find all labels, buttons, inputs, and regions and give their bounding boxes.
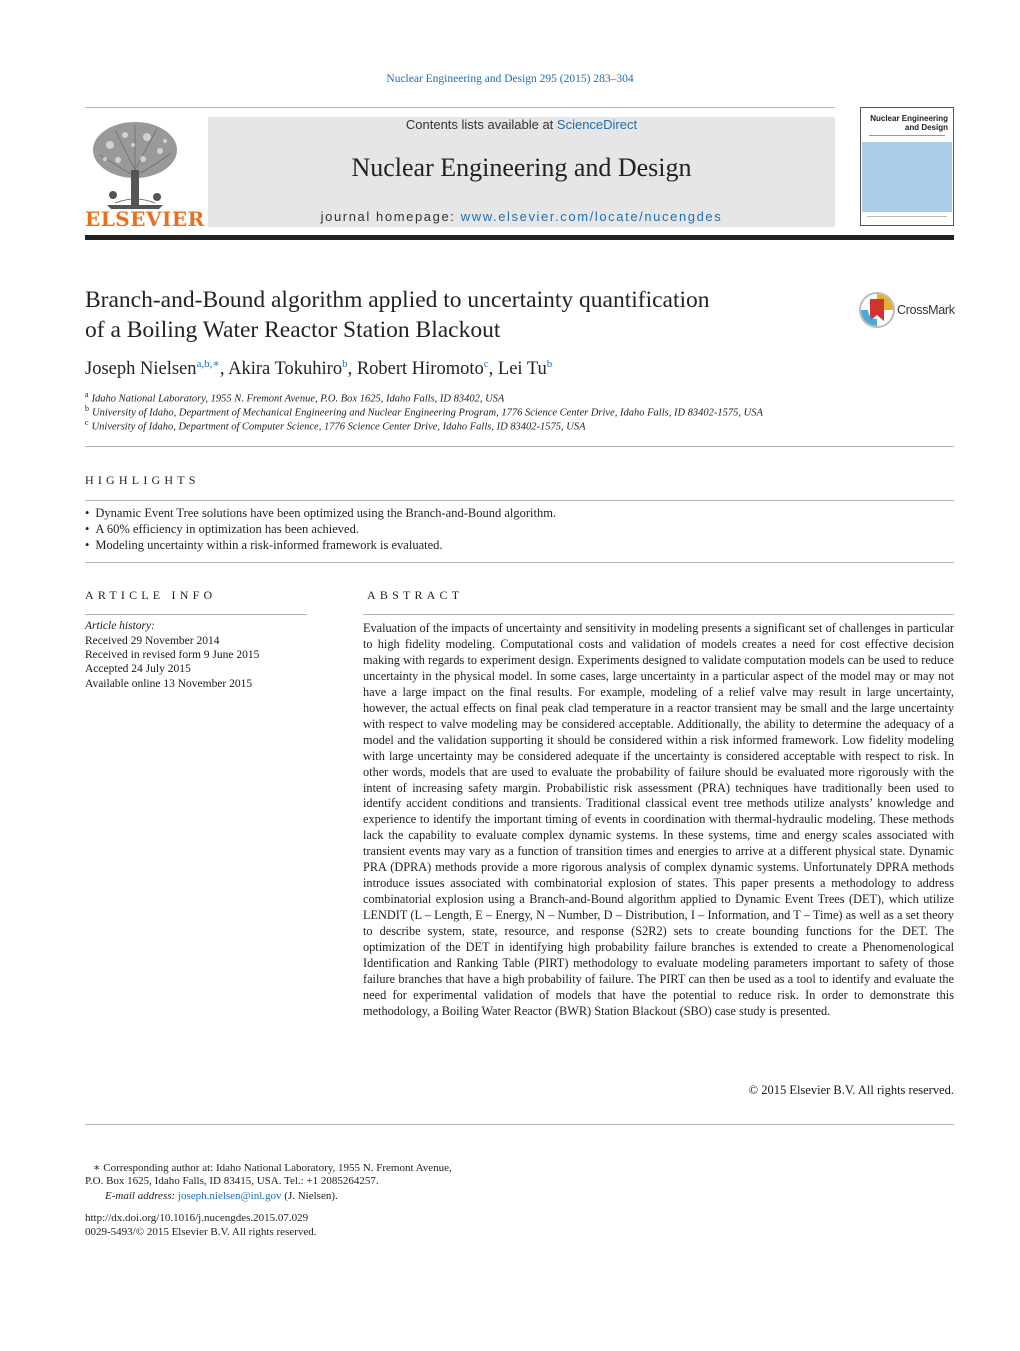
cover-image-panel: [862, 142, 952, 212]
article-title-line2: of a Boiling Water Reactor Station Blackout: [85, 317, 501, 343]
highlight-item: • Modeling uncertainty within a risk-informed framework is evaluated.: [85, 537, 954, 553]
author-affiliation-mark[interactable]: b: [342, 358, 348, 370]
author-name[interactable]: Joseph Nielsen: [85, 359, 197, 380]
abstract-divider: [363, 614, 954, 615]
author-affiliation-mark[interactable]: a,b,∗: [196, 358, 220, 370]
highlights-end-divider: [85, 562, 954, 563]
author-affiliation-mark[interactable]: b: [546, 358, 553, 370]
highlight-item: • Dynamic Event Tree solutions have been optimized using the Branch-and-Bound algorithm.: [85, 505, 954, 521]
affiliation-mark: b: [85, 404, 89, 413]
affiliation-a: [85, 390, 504, 405]
affiliation-c: [85, 418, 586, 433]
author-separator: ,: [488, 359, 498, 380]
abstract-heading: ABSTRACT: [367, 588, 464, 602]
affiliation-text: University of Idaho, Department of Computer Science, 1776 Science Center Drive, Idaho Falls, ID 83402-1575, USA: [91, 421, 586, 433]
journal-homepage-link[interactable]: www.elsevier.com/locate/nucengdes: [460, 209, 723, 224]
cover-divider: [869, 135, 945, 136]
journal-homepage-line: [208, 209, 835, 224]
email-link[interactable]: joseph.nielsen@inl.gov: [177, 1190, 282, 1202]
article-title: [85, 285, 825, 345]
highlights-heading: HIGHLIGHTS: [85, 473, 200, 487]
journal-masthead: [208, 117, 835, 227]
author-name[interactable]: Robert Hiromoto: [356, 359, 484, 380]
elsevier-wordmark: ELSEVIER: [85, 207, 205, 231]
masthead-rule: [85, 235, 954, 240]
author-list: [85, 357, 552, 380]
author-name[interactable]: Akira Tokuhiro: [228, 359, 343, 380]
crossmark-label[interactable]: CrossMark: [897, 303, 955, 317]
history-accepted: Accepted 24 July 2015: [85, 663, 191, 675]
crossmark-icon[interactable]: [858, 291, 896, 329]
highlights-divider: [85, 500, 954, 501]
footnote-divider: [85, 1124, 954, 1125]
cover-title-line1: Nuclear Engineering: [870, 114, 948, 123]
highlights-list: [85, 505, 954, 553]
cover-title-line2: and Design: [904, 123, 948, 132]
article-info-heading: ARTICLE INFO: [85, 588, 217, 602]
header-divider: [85, 107, 835, 108]
email-label: E-mail address:: [105, 1190, 178, 1202]
journal-name: Nuclear Engineering and Design: [351, 153, 692, 182]
doi-link[interactable]: http://dx.doi.org/10.1016/j.nucengdes.2015.07.029: [85, 1212, 309, 1224]
abstract-body: Evaluation of the impacts of uncertainty and sensitivity in modeling presents a significant set of challenges in particular to high fidelity modeling. Computational costs and validation of models creates a need for cost effective decision making with regards to experiment design. Experiments designed to validate computation models can be used to reduce uncertainty in the physical model. In some cases, large uncertainty in a particular aspect of the model may or may not have a large impact on the final results. For example, modeling of a relief valve may result in large uncertainty, however, the actual effects on final peak clad temperature in a reactor transient may be small and the large uncertainty with respect to valve modeling may be considered acceptable. Additionally, the ability to determine the adequacy of a model and the validation supporting it should be considered within a risk informed framework. Low fidelity modeling with large uncertainty may be considered adequate if the uncertainty is considered acceptable with respect to risk. In other words, models that are used to evaluate the probability of failure should be evaluated more rigorously with the intent of increasing safety margin. Probabilistic risk assessment (PRA) techniques have traditionally been used to identify accident conditions and transients. Traditional classical event tree methods utilize analysts’ knowledge and experience to identify the important timing of events in coordination with thermal-hydraulic modeling. These methods lack the capability to evaluate complex dynamic systems. In these systems, time and energy scales associated with transient events may vary as a function of transition times and energies to arrive at a different physical state. Dynamic PRA (DPRA) methods provide a more rigorous analysis of complex dynamic systems. Unfortunately DPRA methods introduce issues associated with combinatorial explosion of states. This paper presents a methodology to address combinatorial explosion using a Branch-and-Bound algorithm applied to Dynamic Event Trees (DET), which utilize LENDIT (L – Length, E – Energy, N – Number, D – Distribution, I – Information, and T – Time) as well as a set theory to describe system, state, resource, and response (S2R2) sets to create bounding functions for the DET. The optimization of the DET in identifying high probability failure branches is extended to create a Phenomenological Identification and Ranking Table (PIRT) methodology to evaluate modeling parameters important to safety of those failure branches that have a high probability of failure. The PIRT can then be used as a tool to identify and evaluate the need for experimental validation of models that have the potential to reduce risk. In order to demonstrate this methodology, a Boiling Water Reactor (BWR) Station Blackout (SBO) case study is presented.: [363, 621, 954, 1018]
article-title-line1: Branch-and-Bound algorithm applied to uncertainty quantification: [85, 287, 710, 313]
email-suffix: (J. Nielsen).: [281, 1190, 338, 1202]
history-online: Available online 13 November 2015: [85, 678, 253, 690]
affiliation-divider: [85, 446, 954, 447]
author-separator: ,: [347, 359, 357, 380]
affiliation-b: [85, 404, 763, 419]
issn-copyright: 0029-5493/© 2015 Elsevier B.V. All rights reserved.: [85, 1226, 317, 1238]
affiliation-mark: c: [85, 418, 89, 427]
contents-available-line: [208, 117, 835, 132]
cover-footer-line: [867, 216, 947, 217]
corresponding-author-note: ∗ Corresponding author at: Idaho National Laboratory, 1955 N. Fremont Avenue,: [93, 1162, 452, 1174]
author-name[interactable]: Lei Tu: [497, 359, 547, 380]
journal-cover-thumbnail[interactable]: [860, 107, 954, 226]
affiliation-text: University of Idaho, Department of Mechanical Engineering and Nuclear Engineering Program, 1776 Science Center Drive, Idaho Falls, ID 83402-1575, USA: [92, 407, 763, 419]
journal-citation[interactable]: Nuclear Engineering and Design 295 (2015) 283–304: [386, 73, 634, 85]
author-affiliation-mark[interactable]: c: [483, 358, 489, 370]
affiliation-text: Idaho National Laboratory, 1955 N. Fremont Avenue, P.O. Box 1625, Idaho Falls, ID 83402, USA: [91, 393, 505, 405]
article-info-divider: [85, 614, 307, 615]
abstract-copyright: © 2015 Elsevier B.V. All rights reserved.: [748, 1083, 954, 1097]
highlight-item: • A 60% efficiency in optimization has been achieved.: [85, 521, 954, 537]
author-separator: ,: [219, 359, 229, 380]
sciencedirect-link[interactable]: ScienceDirect: [556, 117, 638, 132]
history-received: Received 29 November 2014: [85, 635, 220, 647]
contents-prefix: Contents lists available at: [405, 117, 557, 132]
affiliation-mark: a: [85, 390, 89, 399]
homepage-prefix: journal homepage:: [320, 209, 461, 224]
corresponding-author-email: [105, 1190, 338, 1202]
article-history-label: Article history:: [85, 620, 155, 632]
cover-title: [868, 114, 948, 132]
history-revised: Received in revised form 9 June 2015: [85, 649, 260, 661]
corresponding-author-address: P.O. Box 1625, Idaho Falls, ID 83415, USA. Tel.: +1 2085264257.: [85, 1175, 379, 1187]
